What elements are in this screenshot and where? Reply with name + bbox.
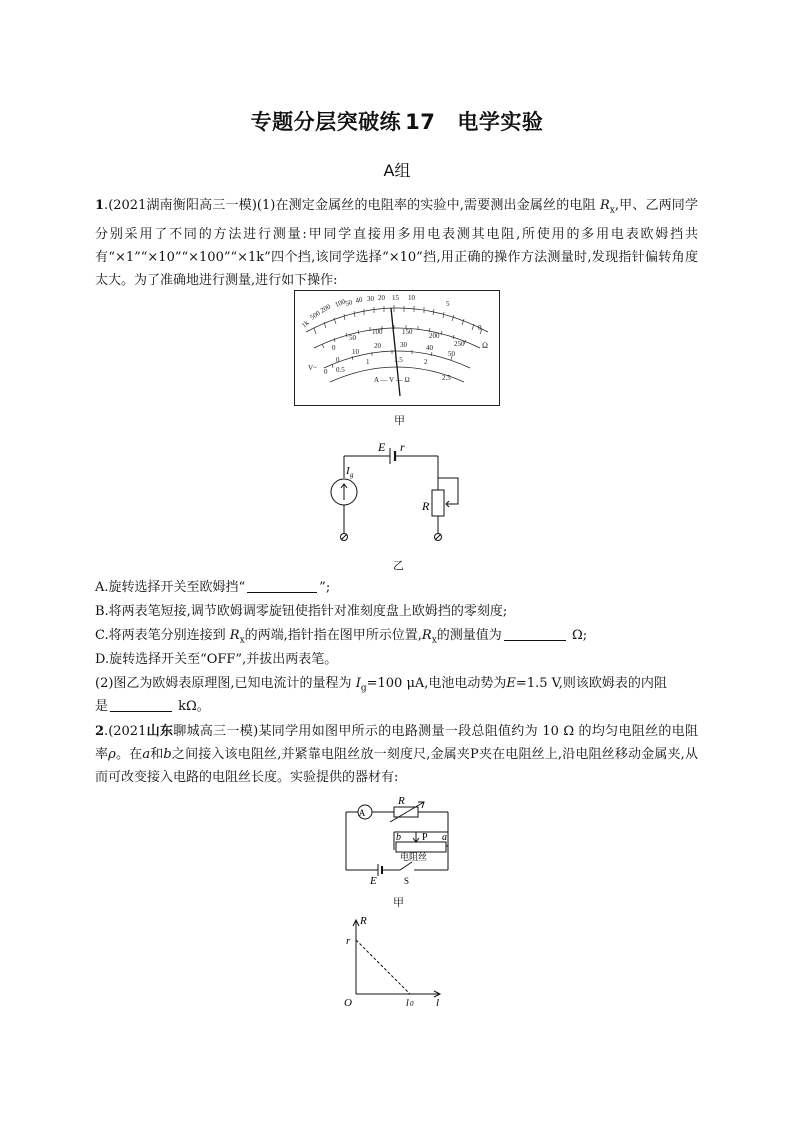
part2-text: (2)图乙为欧姆表原理图,已知电流计的量程为 [95,676,352,691]
ammeter-label: A [358,808,366,818]
dc-top-label: 200 [429,332,440,340]
ac-label: 2 [424,358,428,366]
q2-stem: 2.(2021山东聊城高三一模)某同学用如图甲所示的电路测量一段总阻值约为 10 Ω 的均匀电阻丝的电阻率ρ。在a和b之间接入该电阻丝,并紧靠电阻丝放一刻度尺,金属夹P夹在电阻丝上,沿电阻丝移动金属夹,从而可改变接入电路的电阻丝长度。实验提供的器材有: [95,724,698,785]
q2-source-year: (2021 [108,724,147,739]
q1-step-a [95,578,330,598]
q1-step-d: D.旋转选择开关至“OFF”,并拔出两表笔。 [95,652,338,667]
ohm-label: 0 [478,324,482,332]
ohm-label: 10 [408,294,415,302]
step-a-text: A.旋转选择开关至欧姆挡“ [95,580,246,595]
q2-a: a [142,747,151,762]
step-c-rx2: R [421,628,432,643]
circuit-yi-Ig-sub: g [350,471,354,479]
wire-label: 电阻丝 [400,853,428,863]
ohm-label: 50 [344,298,354,308]
dc-top-label: 0 [332,344,336,352]
ac-label: 1 [366,358,370,366]
q1-source: (2021湖南衡阳高三一模) [108,198,257,213]
part2-end-text: 是 [95,699,109,714]
ac-label: 0 [324,368,328,376]
page-title [0,106,794,136]
step-c-rx-sub: x [239,635,245,646]
part2-ig: I [355,676,361,691]
step-c-mid: 的两端,指针指在图甲所示位置, [244,628,422,643]
ohm-label: 1k [300,318,311,330]
q1-stem: 1.(2021湖南衡阳高三一模)(1)在测定金属丝的电阻率的实验中,需要测出金属丝的电阻 $R_x$,甲、乙两同学分别采用了不同的方法进行测量:甲同学直接用多用电表测其电阻,所使用的多用电表欧姆挡共有“×1”“×10”“×100”“×1k”四个挡,该同学选择“×10”挡,用正确的操作方法测量时,发现指针偏转角度太大。为了准确地进行测量,进行如下操作: [95,198,698,288]
q2-number: 2 [95,724,105,739]
circuit-yi-E: E [378,440,386,454]
part2-unit: kΩ。 [178,699,210,714]
title-number: 17 [405,110,436,134]
circuit-yi-R: R [422,499,430,513]
step-c-blank[interactable] [504,626,566,641]
title-prefix: 专题分层突破练 [250,110,402,134]
q1-rx: R [599,198,610,213]
graph-x-intercept-sub: 0 [410,1000,414,1006]
q1-text-a: (1)在测定金属丝的电阻率的实验中,需要测出金属丝的电阻 [256,198,596,213]
part2-e: E [506,676,516,691]
fig-yi-caption: 乙 [393,559,404,572]
step-c-rx: R [229,628,240,643]
r-vs-l-graph [340,912,452,1006]
q1-part2-answer [95,697,210,717]
resistance-wire-circuit-figure [338,794,462,888]
q2-fig-jia-caption: 甲 [393,896,404,909]
dc-mid-label: 30 [400,341,407,349]
q1-number: 1 [95,198,105,213]
q2-source-region: 山东 [146,724,174,739]
q1-text-b: ,甲、乙两同学分别采用了不同的方法进行测量:甲同学直接用多用电表测其电阻,所使用的多用电表欧姆挡共有“×1”“×10”“×100”“×1k”四个挡,该同学选择“×10”挡,用正确的操作方法测量时,发现指针偏转角度太大。为了准确地进行测量,进行如下操作: [95,198,698,288]
step-c-text: C.将两表笔分别连接到 [95,628,226,643]
graph-ylabel: R [360,915,367,927]
dc-top-label: 250 [454,340,465,348]
q1-rx-sub: x [609,205,615,216]
step-c-unit: Ω; [571,628,588,643]
ohm-symbol: Ω [482,341,488,350]
dc-mid-label: 20 [374,342,381,350]
q2-b: b [163,747,172,762]
battery-label: E [370,875,377,887]
graph-xlabel: l [436,997,440,1006]
q2-source-rest: 聊城高三一模) [173,724,259,739]
q2-rho: ρ [108,747,116,762]
ac-label: 0.5 [336,366,345,374]
dc-top-label: 50 [349,334,356,342]
switch-label: S [404,876,410,886]
dc-mid-label: 10 [352,348,359,356]
ohm-label: 500 [308,309,322,322]
part2-blank[interactable] [110,697,172,712]
ac-label: 2.5 [442,374,451,382]
ohm-label: 40 [354,295,364,305]
title-subject: 电学实验 [457,110,544,134]
part2-mid: =100 μA,电池电动势为 [366,676,507,691]
q2-text4: 之间接入该电阻丝,并紧靠电阻丝放一刻度尺,金属夹P夹在电阻丝上,沿电阻丝移动金属夹,从而可改变接入电路的电阻丝长度。实验提供的器材有: [95,747,698,785]
graph-y-intercept: r [346,935,351,947]
dc-mid-label: 0 [336,356,340,364]
fig-jia-caption: 甲 [394,414,405,427]
group-label: A组 [383,161,411,180]
q2-text: 某同学用如图甲所示的电路测量一段总阻值约为 10 Ω 的均匀电阻丝的电阻率 [95,724,698,762]
terminal-b-label: b [396,832,401,843]
circuit-yi-Ig: I [346,465,350,477]
terminal-a-label: a [442,832,447,843]
multimeter-dial-figure [294,290,500,406]
dc-top-label: 100 [372,328,383,336]
dc-mid-label: 50 [448,350,455,358]
q1-step-c [95,626,587,651]
circuit-yi-r: r [400,440,405,454]
q1-part2 [95,674,667,699]
step-c-mid2: 的测量值为 [436,628,502,643]
q2-text3: 和 [150,747,164,762]
rheostat-label: R [398,795,405,807]
ohm-label: 15 [392,294,399,302]
ohmmeter-circuit-figure [328,440,468,548]
dc-top-label: 150 [402,328,413,336]
clip-label: P [422,832,428,843]
step-a-blank[interactable] [247,578,317,593]
graph-origin: O [344,997,352,1006]
ohm-label: 100 [333,297,347,309]
part2-mid2: =1.5 V,则该欧姆表的内阻 [515,676,667,691]
meter-center-label: A — V — Ω [374,376,410,384]
ac-label: 1.5 [394,356,403,364]
step-a-end: ”; [319,580,331,595]
q2-text2: 。在 [115,747,143,762]
ohm-label: 200 [319,302,333,315]
ohm-label: 30 [367,295,374,303]
ohm-label: 20 [378,294,385,302]
dc-mid-label: 40 [426,344,433,352]
ohm-label: 5 [446,300,450,308]
part2-ig-sub: g [360,683,367,694]
graph-x-intercept: l [406,998,409,1006]
step-c-rx2-sub: x [431,635,437,646]
q1-step-b: B.将两表笔短接,调节欧姆调零旋钮使指针对准刻度盘上欧姆挡的零刻度; [95,604,508,619]
ac-symbol: V~ [308,364,317,372]
